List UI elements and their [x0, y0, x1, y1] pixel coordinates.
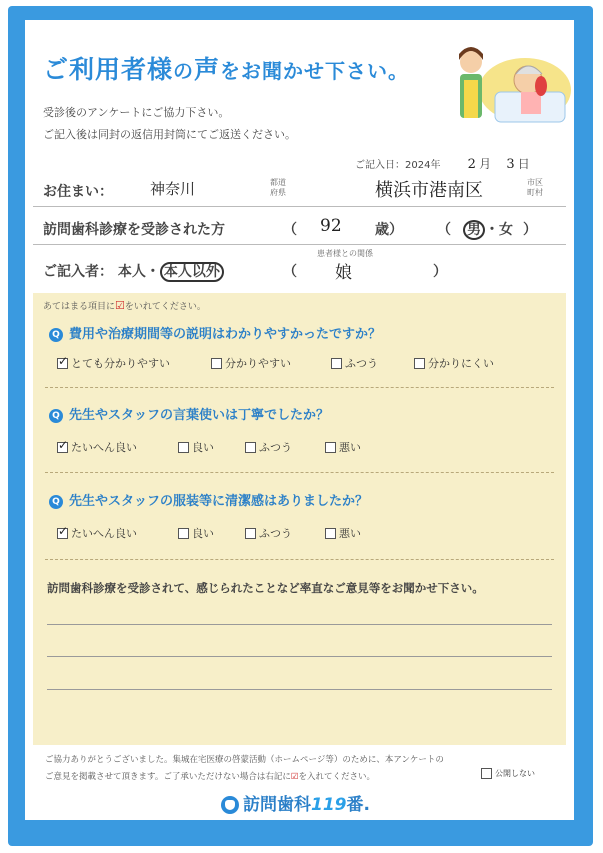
section-divider — [45, 559, 554, 560]
question-2 — [49, 404, 329, 423]
question-icon: Q — [49, 328, 63, 342]
title-text-1: ご利用者様 — [43, 55, 174, 84]
answer-line[interactable] — [47, 689, 552, 690]
checkbox-checked[interactable] — [57, 442, 68, 453]
answer-line[interactable] — [47, 624, 552, 625]
age-unit: 歳） — [375, 222, 403, 238]
age-open: （ — [283, 222, 297, 238]
q3-option-3[interactable] — [245, 525, 292, 541]
logo-text: 訪問歯科 — [243, 795, 311, 815]
option-label: ふつう — [259, 441, 292, 454]
checkbox[interactable] — [211, 358, 222, 369]
relation-open: （ — [283, 264, 297, 280]
footer-note-line-1: ご協力ありがとうございました。集城在宅医療の啓蒙活動（ホームページ等）のために、本アンケートの — [45, 755, 444, 765]
writer-self-option[interactable]: 本人 — [117, 264, 146, 280]
intro-line-2: ご記入後は同封の返信用封筒にてご返送ください。 — [43, 128, 296, 141]
option-label: ふつう — [345, 357, 378, 370]
date-month-unit: 月 — [479, 157, 492, 171]
relation-close: ） — [433, 264, 447, 280]
date-row — [355, 155, 530, 172]
title-text-3: 声 — [194, 55, 221, 84]
date-day-unit: 日 — [517, 157, 530, 171]
age-value[interactable]: 92 — [320, 216, 342, 236]
option-label: たいへん良い — [71, 441, 137, 454]
footer-note-text: ご意見を掲載させて頂きます。ご了承いただけない場合は右記に — [45, 772, 291, 782]
gender-field — [437, 219, 537, 239]
logo-suffix: 番. — [346, 795, 370, 815]
logo-number: 119 — [311, 795, 347, 815]
caregiver-illustration — [433, 32, 573, 137]
footer-note-text-end: を入れてください。 — [298, 772, 375, 782]
writer-field — [43, 261, 224, 281]
q3-option-1[interactable] — [57, 525, 137, 541]
q2-option-4[interactable] — [325, 439, 361, 455]
free-comment-prompt: 訪問歯科診療を受診されて、感じられたことなど率直なご意見等をお聞かせ下さい。 — [47, 581, 484, 595]
q3-option-4[interactable] — [325, 525, 361, 541]
checkbox-checked[interactable] — [57, 528, 68, 539]
survey-instruction — [43, 299, 206, 312]
q2-option-2[interactable] — [178, 439, 214, 455]
optout-label: 公開しない — [495, 769, 535, 778]
address-label: お住まい： — [43, 184, 113, 200]
title-text-2: の — [173, 59, 195, 83]
optout-option[interactable] — [481, 768, 535, 779]
instruction-text-end: をいれてください。 — [124, 302, 206, 312]
option-label: 良い — [192, 527, 214, 540]
q2-option-3[interactable] — [245, 439, 292, 455]
page-title — [43, 50, 409, 86]
answer-line[interactable] — [47, 656, 552, 657]
prefecture-value[interactable]: 神奈川 — [150, 180, 196, 198]
question-1-text: 費用や治療期間等の説明はわかりやすかったですか？ — [69, 327, 382, 342]
option-label: 分かりやすい — [225, 357, 291, 370]
writer-label: ご記入者： — [43, 264, 113, 280]
checkbox[interactable] — [178, 442, 189, 453]
checkmark-icon: ☑ — [290, 772, 299, 782]
row-divider — [33, 244, 566, 245]
question-3-text: 先生やスタッフの服装等に清潔感はありましたか？ — [69, 494, 369, 509]
option-label: たいへん良い — [71, 527, 137, 540]
question-icon: Q — [49, 495, 63, 509]
instruction-text: あてはまる項目に — [43, 302, 116, 312]
checkbox[interactable] — [325, 528, 336, 539]
question-icon: Q — [49, 409, 63, 423]
writer-other-option-circled[interactable]: 本人以外 — [160, 262, 224, 282]
prefecture-suffix: 都道府県 — [270, 178, 286, 197]
city-suffix: 市区町村 — [527, 178, 543, 197]
q1-option-1[interactable] — [57, 355, 170, 371]
option-label: ふつう — [259, 527, 292, 540]
section-divider — [45, 387, 554, 388]
date-month[interactable]: 2 — [467, 157, 476, 172]
option-label: 悪い — [339, 441, 361, 454]
option-label: 分かりにくい — [428, 357, 494, 370]
tooth-mascot-icon — [221, 796, 239, 814]
checkbox[interactable] — [178, 528, 189, 539]
city-value[interactable]: 横浜市港南区 — [375, 180, 483, 201]
question-3 — [49, 490, 368, 509]
gender-sep: ・ — [485, 222, 499, 238]
checkbox[interactable] — [481, 768, 492, 779]
footer-note-line-2 — [45, 770, 375, 782]
checkbox[interactable] — [325, 442, 336, 453]
q2-option-1[interactable] — [57, 439, 137, 455]
gender-male-circled[interactable]: 男 — [463, 220, 485, 240]
caregiver-apron-icon — [464, 80, 478, 118]
checkbox[interactable] — [245, 442, 256, 453]
date-label: ご記入日：2024年 — [355, 160, 441, 171]
q3-option-2[interactable] — [178, 525, 214, 541]
writer-sep: ・ — [145, 264, 160, 280]
option-label: 良い — [192, 441, 214, 454]
question-2-text: 先生やスタッフの言葉使いは丁寧でしたか？ — [69, 408, 330, 423]
question-1 — [49, 323, 381, 342]
brand-logo — [221, 790, 370, 815]
survey-sheet — [25, 20, 574, 820]
row-divider — [33, 206, 566, 207]
section-divider — [45, 472, 554, 473]
patient-label: 訪問歯科診療を受診された方 — [43, 222, 225, 238]
option-label: 悪い — [339, 527, 361, 540]
survey-panel — [33, 293, 566, 745]
hand-mirror-icon — [535, 76, 547, 96]
relation-hint: 患者様との関係 — [317, 249, 373, 258]
gender-female[interactable]: 女 — [499, 222, 513, 238]
intro-line-1: 受診後のアンケートにご協力下さい。 — [43, 106, 230, 119]
q1-option-4[interactable] — [414, 355, 494, 371]
gender-close: ） — [523, 222, 537, 238]
checkbox[interactable] — [331, 358, 342, 369]
q1-option-2[interactable] — [211, 355, 291, 371]
q1-option-3[interactable] — [331, 355, 378, 371]
date-day[interactable]: 3 — [506, 157, 515, 172]
title-text-4: をお聞かせ下さい。 — [220, 59, 410, 83]
checkbox-checked[interactable] — [57, 358, 68, 369]
checkbox[interactable] — [245, 528, 256, 539]
checkmark-icon: ☑ — [115, 299, 125, 312]
gender-open: （ — [437, 222, 451, 238]
option-label: とても分かりやすい — [71, 357, 170, 370]
patient-body-icon — [521, 92, 541, 114]
checkbox[interactable] — [414, 358, 425, 369]
relation-value[interactable]: 娘 — [335, 263, 352, 283]
